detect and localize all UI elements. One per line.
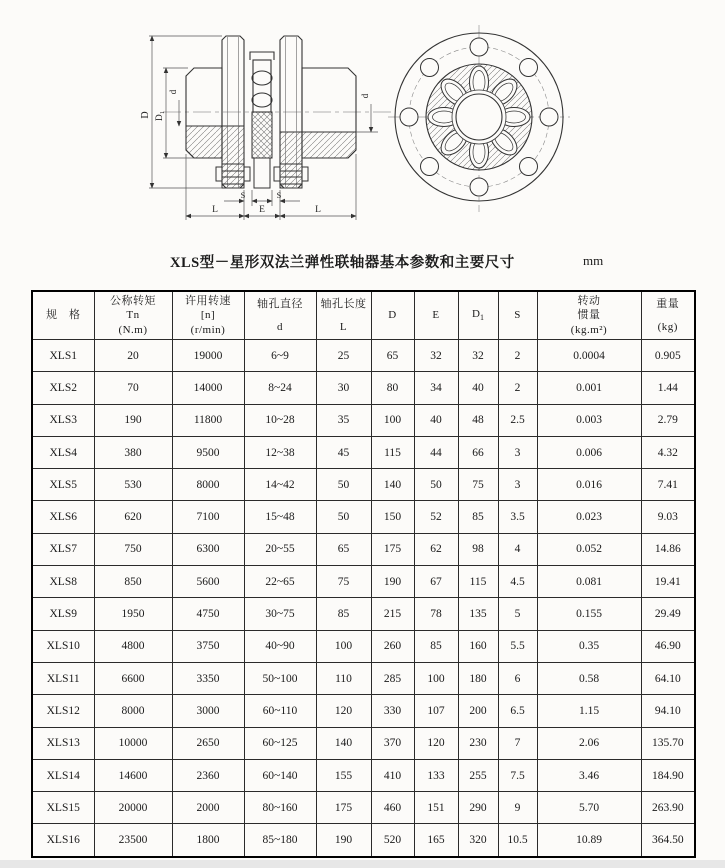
table-row: [32, 695, 695, 727]
col-header-D1: $D_1$: [458, 291, 498, 340]
col-header-speed: 许用转速 [n] (r/min): [172, 291, 244, 340]
spec-cell: XLS10: [32, 630, 94, 662]
value-cell: 180: [458, 662, 498, 694]
value-cell: 7.41: [641, 469, 695, 501]
value-cell: 40~90: [244, 630, 316, 662]
value-cell: 85: [316, 598, 371, 630]
value-cell: 10.5: [498, 824, 537, 857]
value-cell: 3: [498, 469, 537, 501]
bolt-hole: [516, 55, 541, 80]
value-cell: 1.44: [641, 372, 695, 404]
value-cell: 285: [371, 662, 414, 694]
dim-label-S-right: S: [276, 190, 282, 200]
value-cell: 107: [414, 695, 458, 727]
value-cell: 330: [371, 695, 414, 727]
center-spacer: [254, 158, 270, 188]
spec-cell: XLS1: [32, 340, 94, 372]
value-cell: 12~38: [244, 436, 316, 468]
table-row: [32, 824, 695, 857]
spec-cell: XLS2: [32, 372, 94, 404]
value-cell: 2: [498, 372, 537, 404]
value-cell: 0.58: [537, 662, 641, 694]
value-cell: 52: [414, 501, 458, 533]
value-cell: 115: [371, 436, 414, 468]
value-cell: 2000: [172, 792, 244, 824]
value-cell: 48: [458, 404, 498, 436]
value-cell: 9500: [172, 436, 244, 468]
value-cell: 7.5: [498, 759, 537, 791]
star-cap: [250, 52, 274, 60]
value-cell: 14000: [172, 372, 244, 404]
value-cell: 7100: [172, 501, 244, 533]
value-cell: 60~140: [244, 759, 316, 791]
dim-label-S-left: S: [240, 190, 246, 200]
value-cell: 85: [414, 630, 458, 662]
value-cell: 2: [498, 340, 537, 372]
table-row: [32, 566, 695, 598]
spec-cell: XLS7: [32, 533, 94, 565]
dim-label-L-left: L: [212, 205, 218, 215]
table-row: [32, 598, 695, 630]
table-row: [32, 340, 695, 372]
value-cell: 30~75: [244, 598, 316, 630]
bolt-hole: [417, 55, 442, 80]
value-cell: 80: [371, 372, 414, 404]
spec-cell: XLS6: [32, 501, 94, 533]
value-cell: 110: [316, 662, 371, 694]
unit-label: mm: [583, 253, 604, 268]
value-cell: 2.79: [641, 404, 695, 436]
value-cell: 1800: [172, 824, 244, 857]
spec-cell: XLS13: [32, 727, 94, 759]
spec-cell: XLS9: [32, 598, 94, 630]
spec-cell: XLS14: [32, 759, 94, 791]
value-cell: 9: [498, 792, 537, 824]
value-cell: 100: [316, 630, 371, 662]
table-row: [32, 404, 695, 436]
value-cell: 85: [458, 501, 498, 533]
value-cell: 135.70: [641, 727, 695, 759]
col-header-inertia: 转动 惯量 (kg.m²): [537, 291, 641, 340]
value-cell: 0.0004: [537, 340, 641, 372]
value-cell: 0.052: [537, 533, 641, 565]
value-cell: 10000: [94, 727, 172, 759]
value-cell: 3.46: [537, 759, 641, 791]
value-cell: 98: [458, 533, 498, 565]
value-cell: 175: [316, 792, 371, 824]
value-cell: 263.90: [641, 792, 695, 824]
value-cell: 750: [94, 533, 172, 565]
value-cell: 4.5: [498, 566, 537, 598]
value-cell: 40: [414, 404, 458, 436]
value-cell: 133: [414, 759, 458, 791]
dim-label-d-left: d: [168, 89, 178, 95]
value-cell: 10~28: [244, 404, 316, 436]
value-cell: 620: [94, 501, 172, 533]
table-row: [32, 630, 695, 662]
value-cell: 3.5: [498, 501, 537, 533]
value-cell: 8000: [94, 695, 172, 727]
value-cell: 4.32: [641, 436, 695, 468]
value-cell: 20000: [94, 792, 172, 824]
value-cell: 190: [316, 824, 371, 857]
value-cell: 190: [371, 566, 414, 598]
value-cell: 60~125: [244, 727, 316, 759]
value-cell: 200: [458, 695, 498, 727]
value-cell: 70: [94, 372, 172, 404]
value-cell: 6~9: [244, 340, 316, 372]
table-row: [32, 469, 695, 501]
value-cell: 4800: [94, 630, 172, 662]
value-cell: 8~24: [244, 372, 316, 404]
dim-label-D1: D₁: [155, 110, 165, 122]
value-cell: 50: [316, 501, 371, 533]
value-cell: 190: [94, 404, 172, 436]
value-cell: 60~110: [244, 695, 316, 727]
value-cell: 380: [94, 436, 172, 468]
value-cell: 29.49: [641, 598, 695, 630]
value-cell: 520: [371, 824, 414, 857]
value-cell: 85~180: [244, 824, 316, 857]
value-cell: 160: [458, 630, 498, 662]
value-cell: 0.006: [537, 436, 641, 468]
value-cell: 40: [458, 372, 498, 404]
value-cell: 1.15: [537, 695, 641, 727]
table-row: [32, 662, 695, 694]
value-cell: 20: [94, 340, 172, 372]
value-cell: 150: [371, 501, 414, 533]
col-header-D: D: [371, 291, 414, 340]
value-cell: 10.89: [537, 824, 641, 857]
value-cell: 66: [458, 436, 498, 468]
value-cell: 100: [371, 404, 414, 436]
table-row: [32, 436, 695, 468]
value-cell: 290: [458, 792, 498, 824]
col-header-bore-length: 轴孔长度 L: [316, 291, 371, 340]
spec-cell: XLS11: [32, 662, 94, 694]
table-body: [32, 340, 695, 857]
technical-drawing: [0, 0, 725, 248]
value-cell: 14~42: [244, 469, 316, 501]
spec-table: [31, 290, 696, 858]
value-cell: 850: [94, 566, 172, 598]
bolt-hole: [516, 154, 541, 179]
spec-cell: XLS15: [32, 792, 94, 824]
value-cell: 151: [414, 792, 458, 824]
star-petal-edge-top: [252, 71, 272, 85]
spec-cell: XLS3: [32, 404, 94, 436]
star-element-section-hatch: [252, 112, 272, 158]
value-cell: 0.081: [537, 566, 641, 598]
title-row: [0, 251, 725, 273]
value-cell: 14.86: [641, 533, 695, 565]
col-header-S: S: [498, 291, 537, 340]
value-cell: 370: [371, 727, 414, 759]
spec-cell: XLS12: [32, 695, 94, 727]
table-row: [32, 372, 695, 404]
value-cell: 6600: [94, 662, 172, 694]
value-cell: 260: [371, 630, 414, 662]
value-cell: 410: [371, 759, 414, 791]
value-cell: 45: [316, 436, 371, 468]
value-cell: 7: [498, 727, 537, 759]
table-header: [32, 291, 695, 340]
value-cell: 25: [316, 340, 371, 372]
bolt-hole: [400, 108, 418, 126]
table-row: [32, 759, 695, 791]
value-cell: 6: [498, 662, 537, 694]
value-cell: 140: [371, 469, 414, 501]
value-cell: 155: [316, 759, 371, 791]
col-header-spec: 规 格: [32, 291, 94, 340]
value-cell: 19.41: [641, 566, 695, 598]
value-cell: 364.50: [641, 824, 695, 857]
value-cell: 5.70: [537, 792, 641, 824]
section-view: [140, 36, 392, 220]
value-cell: 4: [498, 533, 537, 565]
value-cell: 78: [414, 598, 458, 630]
value-cell: 5600: [172, 566, 244, 598]
value-cell: 64.10: [641, 662, 695, 694]
value-cell: 14600: [94, 759, 172, 791]
value-cell: 2650: [172, 727, 244, 759]
value-cell: 3: [498, 436, 537, 468]
value-cell: 5: [498, 598, 537, 630]
dim-label-D: D: [140, 111, 151, 119]
col-header-torque: 公称转矩 Tn (N.m): [94, 291, 172, 340]
value-cell: 0.35: [537, 630, 641, 662]
value-cell: 22~65: [244, 566, 316, 598]
value-cell: 35: [316, 404, 371, 436]
value-cell: 46.90: [641, 630, 695, 662]
value-cell: 30: [316, 372, 371, 404]
spec-cell: XLS16: [32, 824, 94, 857]
value-cell: 15~48: [244, 501, 316, 533]
value-cell: 2360: [172, 759, 244, 791]
value-cell: 65: [371, 340, 414, 372]
bolt-hole: [470, 38, 488, 56]
value-cell: 75: [458, 469, 498, 501]
dim-label-E: E: [259, 205, 265, 215]
value-cell: 120: [414, 727, 458, 759]
value-cell: 175: [371, 533, 414, 565]
value-cell: 62: [414, 533, 458, 565]
value-cell: 5.5: [498, 630, 537, 662]
bolt-hole: [540, 108, 558, 126]
value-cell: 3350: [172, 662, 244, 694]
col-header-bore-diameter: 轴孔直径 d: [244, 291, 316, 340]
spec-cell: XLS4: [32, 436, 94, 468]
value-cell: 2.5: [498, 404, 537, 436]
value-cell: 140: [316, 727, 371, 759]
value-cell: 50: [414, 469, 458, 501]
value-cell: 230: [458, 727, 498, 759]
right-hub-section-hatch: [280, 132, 356, 188]
col-header-E: E: [414, 291, 458, 340]
value-cell: 2.06: [537, 727, 641, 759]
value-cell: 6300: [172, 533, 244, 565]
value-cell: 50~100: [244, 662, 316, 694]
value-cell: 1950: [94, 598, 172, 630]
value-cell: 255: [458, 759, 498, 791]
value-cell: 94.10: [641, 695, 695, 727]
value-cell: 6.5: [498, 695, 537, 727]
value-cell: 65: [316, 533, 371, 565]
value-cell: 44: [414, 436, 458, 468]
value-cell: 165: [414, 824, 458, 857]
value-cell: 9.03: [641, 501, 695, 533]
value-cell: 19000: [172, 340, 244, 372]
table-row: [32, 533, 695, 565]
value-cell: 0.023: [537, 501, 641, 533]
value-cell: 80~160: [244, 792, 316, 824]
value-cell: 3000: [172, 695, 244, 727]
page-title: XLS型－星形双法兰弹性联轴器基本参数和主要尺寸: [170, 255, 515, 271]
value-cell: 0.155: [537, 598, 641, 630]
value-cell: 100: [414, 662, 458, 694]
value-cell: 3750: [172, 630, 244, 662]
value-cell: 0.001: [537, 372, 641, 404]
value-cell: 320: [458, 824, 498, 857]
bolt-hole: [417, 154, 442, 179]
table-row: [32, 501, 695, 533]
value-cell: 23500: [94, 824, 172, 857]
left-hub-section-hatch: [186, 126, 244, 188]
front-view: [388, 25, 570, 212]
dim-label-L-right: L: [315, 205, 321, 215]
value-cell: 0.905: [641, 340, 695, 372]
value-cell: 8000: [172, 469, 244, 501]
value-cell: 115: [458, 566, 498, 598]
spec-cell: XLS8: [32, 566, 94, 598]
dim-label-d-right: d: [360, 93, 370, 99]
bolt-hole: [470, 178, 488, 196]
value-cell: 32: [458, 340, 498, 372]
value-cell: 530: [94, 469, 172, 501]
header-row: [32, 291, 695, 340]
value-cell: 50: [316, 469, 371, 501]
value-cell: 120: [316, 695, 371, 727]
center-bore: [456, 94, 502, 140]
value-cell: 135: [458, 598, 498, 630]
spec-cell: XLS5: [32, 469, 94, 501]
table-row: [32, 727, 695, 759]
value-cell: 460: [371, 792, 414, 824]
value-cell: 184.90: [641, 759, 695, 791]
table-row: [32, 792, 695, 824]
value-cell: 11800: [172, 404, 244, 436]
value-cell: 20~55: [244, 533, 316, 565]
star-column: [253, 60, 271, 112]
value-cell: 0.016: [537, 469, 641, 501]
value-cell: 215: [371, 598, 414, 630]
value-cell: 67: [414, 566, 458, 598]
value-cell: 0.003: [537, 404, 641, 436]
value-cell: 75: [316, 566, 371, 598]
value-cell: 32: [414, 340, 458, 372]
value-cell: 34: [414, 372, 458, 404]
value-cell: 4750: [172, 598, 244, 630]
col-header-weight: 重量 (kg): [641, 291, 695, 340]
star-petal-edge-bottom: [252, 93, 272, 107]
footer-strip: [0, 860, 725, 868]
